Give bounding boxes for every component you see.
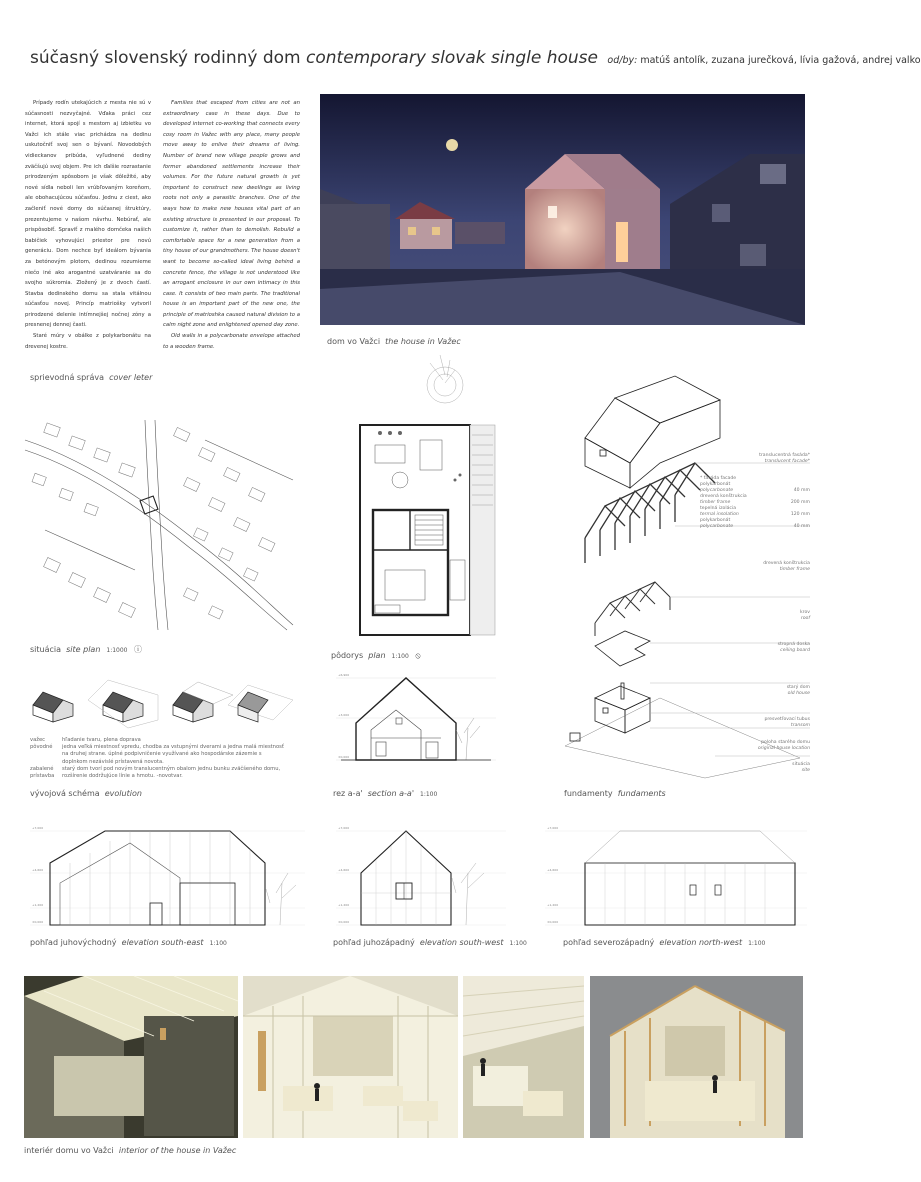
elevation-south-east-caption: pohľad juhovýchodný elevation south-east 1:100 (30, 938, 227, 947)
interior-photo-4 (590, 976, 803, 1138)
evolution-caption: vývojová schéma evolution (30, 789, 142, 798)
moon-icon (446, 139, 458, 151)
title-en: contemporary slovak single house (306, 48, 598, 68)
authors: od/by: matúš antolík, zuzana jurečková, lívia gažová, andrej valko (607, 55, 921, 66)
evolution-row-text-2: jedna veľká miestnosť vpredu, chodba za vstupnými dverami a jedna malá miestnosť na druhej strane. úplné podpivničenie využívané ako hospodárske zázemie s doplnkom nezávislé prístavená novota. (62, 744, 284, 765)
fundaments-caption: fundamenty fundaments (564, 789, 666, 798)
cover-letter-caption: sprievodná správa cover leter (30, 373, 153, 382)
level-label: ±0,000 (338, 755, 350, 759)
title-sk: súčasný slovenský rodinný dom (30, 48, 301, 68)
north-arrow-icon: ⦸ (415, 651, 421, 660)
site-plan-drawing (25, 420, 293, 630)
evolution-row-text-1: hľadanie tvaru, plena doprava (62, 737, 141, 743)
svg-text:±0,000: ±0,000 (32, 920, 44, 924)
evolution-row-label-3: zabalené prístavba (30, 766, 55, 780)
evolution-diagram (28, 680, 298, 730)
fundament-label-transom: presvetľovací tubus transom (764, 717, 810, 728)
fundament-label-facade: translucentná fasáda* translucent facade* (759, 453, 810, 464)
elevation-south-east-drawing (30, 823, 305, 933)
floor-plan-drawing (355, 355, 500, 645)
site-plan-caption: situácia site plan 1:1000 ⓘ (30, 645, 143, 654)
fundament-label-old-house: starý dom old house (786, 685, 810, 696)
interior-photo-2 (243, 976, 458, 1138)
fundament-label-roof: krov roof (800, 610, 810, 621)
evolution-row-text-3: starý dom tvorí pod novým translucentným obalom jednu bunku zväčšeného domu, rozšírenie dodržujúce línie a hmotu. -novotvar. (62, 766, 281, 780)
svg-text:+1,200: +1,200 (32, 903, 44, 907)
interior-photo-3 (463, 976, 584, 1138)
hero-caption: dom vo Važci the house in Važec (327, 337, 461, 346)
fundament-label-ceiling: stropná doska ceiling board (777, 642, 810, 653)
hero-render (320, 94, 805, 325)
fundament-label-layers: * fasáda facade polykarbonát polycarbonate 40 mm drevená konštrukcia timber frame 200 mm tepelná izolácia termal insolation 120 mm polykarbonát polycarbonate 40 mm (700, 476, 810, 529)
level-label: +6,900 (338, 673, 350, 677)
cover-letter-en: Families that escaped from cities are not an extraordinary case in these days. Due to developed internet co-working that connects every cosy room in Važec with any place, many people move away to enlive their dreams of living. Number of brand new village people grows and former abandoned settlements increase their volumes. For the future natural growth is yet important to construct new dwellings as living roots not only a parasitic branches. One of the ways how to make new houses vital part of an existing structure is presented in our proposal. To customize it, rather than to demolish. Rebuild a comfortable space for a new generation from a tiny house of our grandmothers. The house doesn't want to become so-called ideal living behind a concrete fence, the village is not understood like an arrogant enclosure in our own intimacy in this case. It consists of two main parts. The traditional house is an important part of the new one, the principle of matrioshka caused natural division to a calm night zone and enlightened opened day zone. Old walls in a polycarbonate envelope attached to a wooden frame. (163, 100, 300, 350)
level-label: +3,000 (338, 713, 350, 717)
fundament-label-site: situácia site (792, 762, 810, 773)
evolution-row-label-2: pôvodné (30, 744, 53, 750)
page-title (30, 48, 921, 68)
section-caption: rez a-a' section a-a' 1:100 (333, 789, 438, 798)
svg-text:+7,000: +7,000 (547, 826, 559, 830)
elevation-south-west-caption: pohľad juhozápadný elevation south-west 1:100 (333, 938, 527, 947)
svg-text:+4,600: +4,600 (32, 868, 44, 872)
svg-text:+7,000: +7,000 (338, 826, 350, 830)
svg-text:+4,600: +4,600 (547, 868, 559, 872)
fundament-label-timber: drevená konštrukcia timber frame (763, 561, 810, 572)
svg-text:+1,200: +1,200 (547, 903, 559, 907)
plan-caption: pôdorys plan 1:100 ⦸ (331, 651, 421, 660)
svg-text:±0,000: ±0,000 (547, 920, 559, 924)
fundament-label-original: poloha starého domu original house location (757, 740, 810, 751)
north-arrow-icon: ⓘ (134, 645, 143, 654)
cover-letter-sk: Prípady rodín utekajúcich z mesta nie sú v súčasnosti nezvyčajné. Vďaka práci cez internet, ktorá spojí s mestom aj izbietku vo Važci ich stále viac prichádza na dedinu uskutočniť svoj sen o bývaní. Novodobých vidieckanov pribúda, vyľudnené dediny zväčšujú svoj objem. Pre ich ďalšie rozrastanie prirodzeným spôsobom je však dôležité, aby nové sídla neboli len vrúbľovaným koreňom, ale obohacujúcou súčasťou. Jednu z ciest, ako začleniť nové domy do súčasnej štruktúry, prezentujeme v našom návrhu. Nebúrať, ale prispôsobiť. Spraviť z malého domčeka našich babičiek vyhovujúci priestor pre novú generáciu. Dom nechce byť ideálom bývania za betónovým plotom, dedinou rozumieme niečo iné ako arogantné uzatváranie sa do svojho súkromia. Zložený je z dvoch častí. Stavba dedinského domu sa stala vitálnou súčasťou novej. Princíp matriošky vytvoril prirodzené delenie intímnejšej nočnej zóny a presnenej dennej časti. Staré múry v obálke z polykarbonátu na drevenej kostre. (25, 100, 151, 350)
svg-text:+7,000: +7,000 (32, 826, 44, 830)
svg-text:±0,000: ±0,000 (338, 920, 350, 924)
elevation-north-west-caption: pohľad severozápadný elevation north-west 1:100 (563, 938, 766, 947)
interior-photo-1 (24, 976, 238, 1138)
elevation-south-west-drawing (336, 823, 506, 933)
section-drawing (336, 668, 496, 780)
elevation-north-west-drawing (545, 823, 807, 933)
interior-caption: interiér domu vo Važci interior of the house in Važec (24, 1146, 237, 1155)
svg-text:+4,600: +4,600 (338, 868, 350, 872)
svg-text:+1,200: +1,200 (338, 903, 350, 907)
evolution-row-label-1: važec (30, 737, 46, 743)
